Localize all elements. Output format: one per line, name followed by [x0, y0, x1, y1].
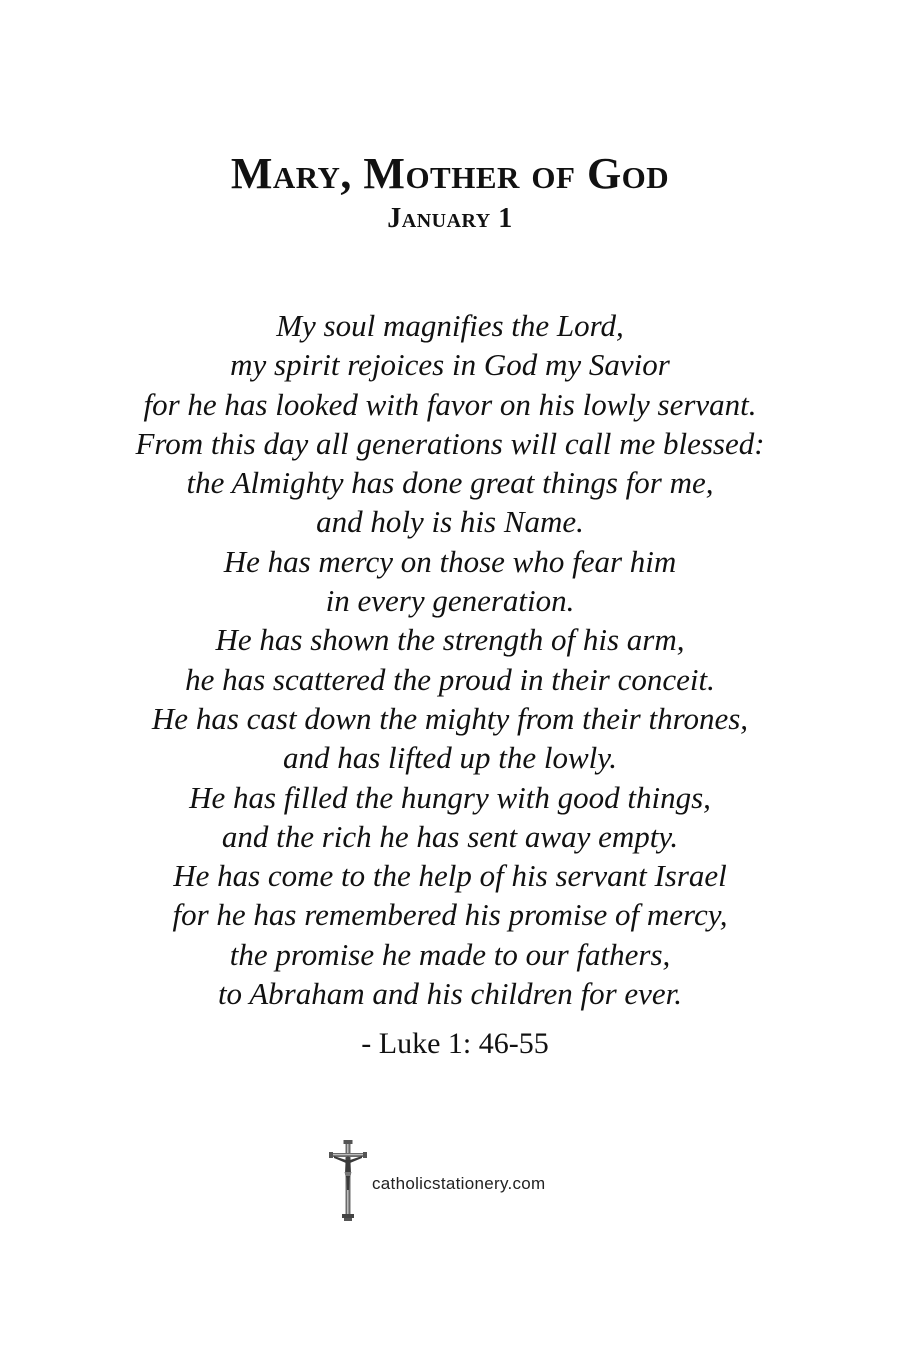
footer	[328, 1138, 546, 1222]
verse-line: the Almighty has done great things for me,	[186, 465, 714, 501]
verse-line: in every generation.	[325, 583, 575, 619]
verse-line: My soul magnifies the Lord,	[276, 308, 624, 343]
magnificat-verse	[0, 306, 900, 1013]
verse-line: for he has remembered his promise of mercy,	[172, 897, 728, 933]
verse-line: the promise he made to our fathers,	[229, 936, 671, 972]
verse-line: He has shown the strength of his arm,	[215, 622, 685, 658]
verse-line: to Abraham and his children for ever.	[217, 976, 683, 1012]
verse-line: He has come to the help of his servant Israel	[173, 858, 727, 894]
verse-line: for he has looked with favor on his lowly servant.	[143, 386, 757, 422]
feast-date: January 1	[387, 203, 513, 234]
verse-line: He has filled the hungry with good things,	[189, 779, 711, 815]
verse-line: he has scattered the proud in their conceit.	[185, 661, 715, 697]
scripture-citation: - Luke 1: 46-55	[361, 1027, 549, 1060]
verse-line: He has mercy on those who fear him	[223, 543, 677, 579]
verse-line: From this day all generations will call me blessed:	[135, 425, 765, 461]
verse-line: and the rich he has sent away empty.	[221, 818, 679, 854]
website-label: catholicstationery.com	[372, 1174, 546, 1193]
crucifix-icon	[328, 1138, 368, 1222]
verse-line: and has lifted up the lowly.	[282, 740, 618, 776]
verse-line: He has cast down the mighty from their thrones,	[151, 700, 749, 736]
verse-line: and holy is his Name.	[316, 504, 584, 540]
verse-line: my spirit rejoices in God my Savior	[230, 347, 670, 383]
page-title: Mary, Mother of God	[230, 149, 670, 198]
